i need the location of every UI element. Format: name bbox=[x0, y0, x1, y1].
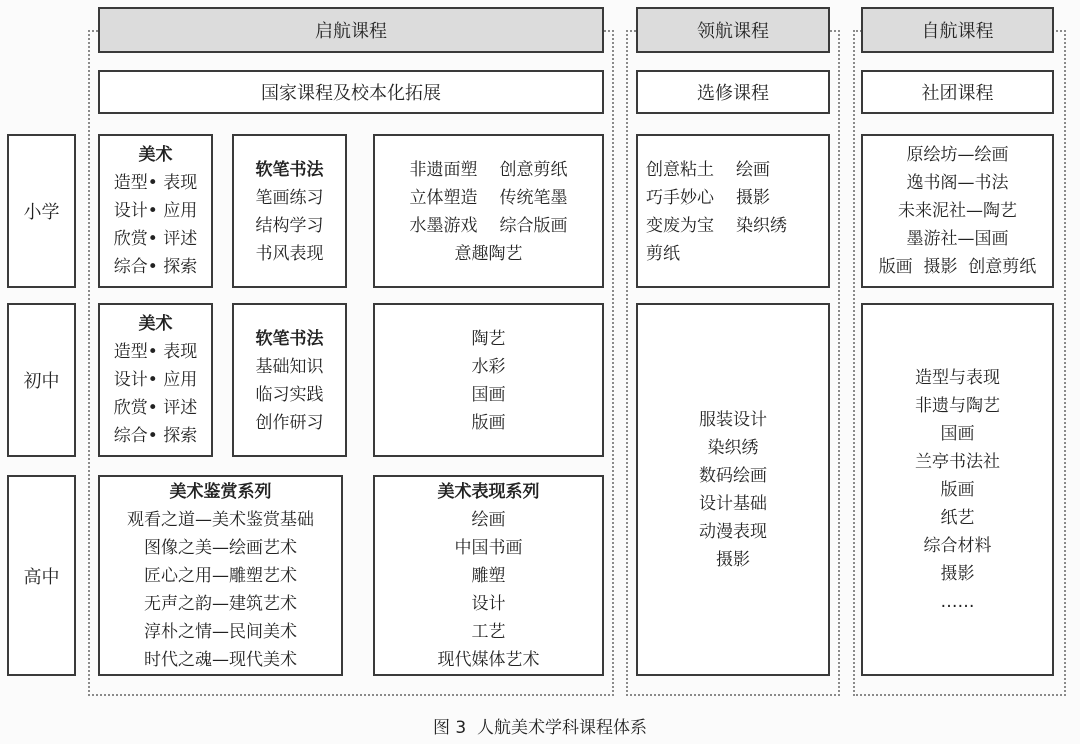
list-item: 雕塑 bbox=[471, 565, 506, 586]
list-item: 绘画 bbox=[736, 160, 770, 180]
list-item: 巧手妙心 bbox=[646, 188, 714, 208]
primary-shufa-title: 软笔书法 bbox=[255, 160, 324, 180]
list-item: 摄影 bbox=[716, 549, 750, 570]
list-item: 数码绘画 bbox=[699, 465, 767, 486]
middle-meishu-title: 美术 bbox=[138, 314, 173, 334]
high-jianshang-title: 美术鉴赏系列 bbox=[169, 481, 272, 502]
list-item: 变废为宝 bbox=[646, 216, 714, 236]
list-item: 绘画 bbox=[471, 509, 506, 530]
list-item: 现代媒体艺术 bbox=[437, 649, 540, 670]
list-item: 中国书画 bbox=[454, 537, 523, 558]
list-item: 设计 bbox=[471, 593, 506, 614]
list-item: 剪纸 bbox=[646, 244, 680, 264]
middle-shufa-title: 软笔书法 bbox=[255, 329, 324, 349]
list-item: 版画 摄影 创意剪纸 bbox=[878, 257, 1037, 277]
list-item: 染织绣 bbox=[736, 216, 787, 236]
list-item: 版画 bbox=[940, 479, 975, 500]
list-item: 临习实践 bbox=[255, 385, 324, 405]
list-item: 时代之魂—现代美术 bbox=[144, 649, 297, 670]
zihang-band: 社团课程 bbox=[861, 70, 1054, 114]
list-item: 染织绣 bbox=[707, 437, 759, 458]
high-biaoxian-box bbox=[373, 475, 604, 676]
list-item: 笔画练习 bbox=[255, 188, 324, 208]
secondary-elective-box bbox=[636, 303, 830, 676]
list-item: 设计• 应用 bbox=[113, 370, 198, 390]
primary-club-box bbox=[861, 134, 1054, 288]
list-item: 陶艺 bbox=[471, 329, 506, 349]
list-item: 淳朴之情—民间美术 bbox=[144, 621, 297, 642]
list-item: 原绘坊—绘画 bbox=[906, 145, 1009, 165]
list-item: 水彩 bbox=[471, 357, 506, 377]
list-item: 意趣陶艺 bbox=[454, 244, 523, 264]
primary-shufa-box bbox=[232, 134, 347, 288]
list-item: 墨游社—国画 bbox=[906, 229, 1009, 249]
middle-shufa-box bbox=[232, 303, 347, 457]
linghang-header: 领航课程 bbox=[636, 7, 830, 53]
qihang-header: 启航课程 bbox=[98, 7, 604, 53]
list-item: 国画 bbox=[940, 423, 975, 444]
list-item: 设计基础 bbox=[699, 493, 767, 514]
list-item: 造型• 表现 bbox=[113, 173, 198, 193]
middle-extra-box bbox=[373, 303, 604, 457]
list-item: 逸书阁—书法 bbox=[906, 173, 1009, 193]
level-middle: 初中 bbox=[7, 303, 76, 457]
list-item: 综合• 探索 bbox=[113, 257, 198, 277]
list-item: 创意剪纸 bbox=[499, 160, 568, 180]
primary-elective-box bbox=[636, 134, 830, 288]
list-item: 结构学习 bbox=[255, 216, 324, 236]
list-item: 匠心之用—雕塑艺术 bbox=[144, 565, 297, 586]
list-item: 无声之韵—建筑艺术 bbox=[144, 593, 297, 614]
high-jianshang-box bbox=[98, 475, 343, 676]
list-item: 工艺 bbox=[471, 621, 506, 642]
level-primary: 小学 bbox=[7, 134, 76, 288]
list-item: 摄影 bbox=[736, 188, 770, 208]
list-item: 未来泥社—陶艺 bbox=[898, 201, 1017, 221]
list-item: 图像之美—绘画艺术 bbox=[144, 537, 297, 558]
high-biaoxian-title: 美术表现系列 bbox=[437, 481, 540, 502]
list-item: 综合• 探索 bbox=[113, 426, 198, 446]
secondary-club-box bbox=[861, 303, 1054, 676]
list-item: 综合材料 bbox=[923, 535, 992, 556]
list-item: 综合版画 bbox=[499, 216, 568, 236]
list-item: 基础知识 bbox=[255, 357, 324, 377]
list-item: 欣赏• 评述 bbox=[113, 398, 198, 418]
list-item: 造型• 表现 bbox=[113, 342, 198, 362]
qihang-band: 国家课程及校本化拓展 bbox=[98, 70, 604, 114]
list-item: …… bbox=[940, 591, 975, 612]
list-item: 兰亭书法社 bbox=[915, 451, 1000, 472]
list-item: 水墨游戏 bbox=[409, 216, 478, 236]
list-item: 服装设计 bbox=[699, 409, 767, 430]
list-item: 创意粘土 bbox=[646, 160, 714, 180]
level-high: 高中 bbox=[7, 475, 76, 676]
list-item: 书风表现 bbox=[255, 244, 324, 264]
list-item: 创作研习 bbox=[255, 413, 324, 433]
figure-caption: 图 3 人航美术学科课程体系 bbox=[432, 718, 648, 738]
list-item: 动漫表现 bbox=[699, 521, 767, 542]
linghang-band: 选修课程 bbox=[636, 70, 830, 114]
list-item: 欣赏• 评述 bbox=[113, 229, 198, 249]
list-item: 观看之道—美术鉴赏基础 bbox=[127, 509, 314, 530]
primary-extra-box bbox=[373, 134, 604, 288]
list-item: 传统笔墨 bbox=[499, 188, 568, 208]
list-item: 立体塑造 bbox=[409, 188, 478, 208]
list-item: 非遗面塑 bbox=[409, 160, 478, 180]
middle-meishu-box bbox=[98, 303, 213, 457]
list-item: 版画 bbox=[471, 413, 506, 433]
list-item: 造型与表现 bbox=[915, 367, 1000, 388]
list-item: 非遗与陶艺 bbox=[915, 395, 1000, 416]
list-item: 设计• 应用 bbox=[113, 201, 198, 221]
primary-meishu-box bbox=[98, 134, 213, 288]
zihang-header: 自航课程 bbox=[861, 7, 1054, 53]
list-item: 国画 bbox=[471, 385, 506, 405]
primary-meishu-title: 美术 bbox=[138, 145, 173, 165]
list-item: 纸艺 bbox=[940, 507, 975, 528]
list-item: 摄影 bbox=[940, 563, 975, 584]
